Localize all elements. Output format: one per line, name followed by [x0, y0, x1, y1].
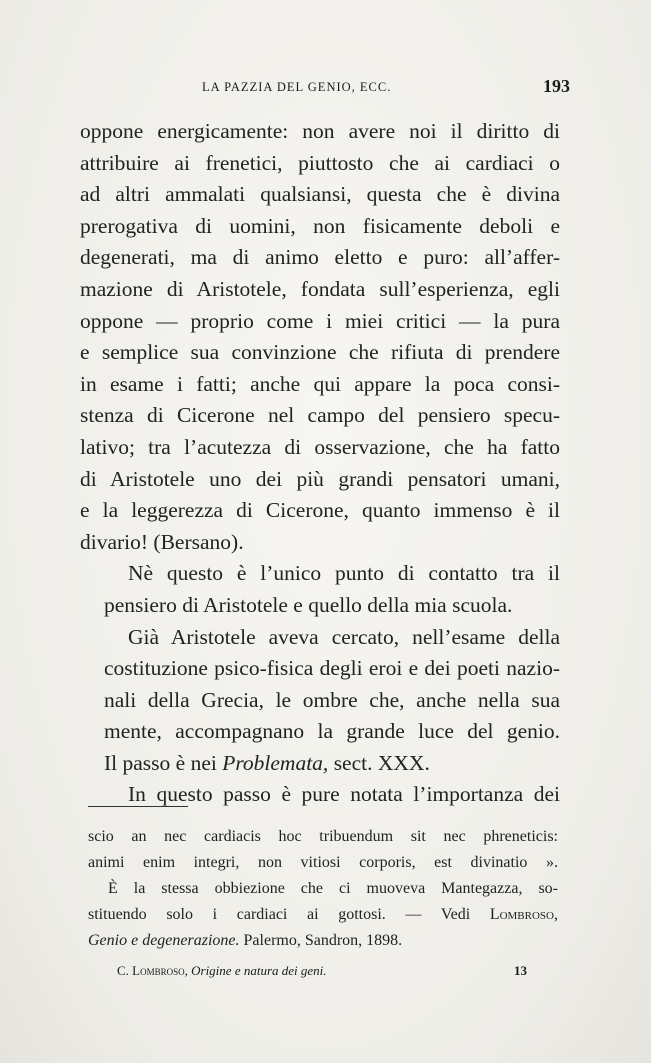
text-line: Già Aristotele aveva cercato, nell’esame della [128, 624, 560, 649]
footnote-line: animi enim integri, non vitiosi corporis, est divinatio ». [88, 854, 558, 871]
footnote-line [88, 928, 558, 954]
work-title: Genio e degenerazione. [88, 932, 240, 949]
footnote-rule [88, 806, 188, 807]
text-line: divario! (Bersano). [80, 529, 244, 554]
main-text [80, 116, 560, 811]
footer-author: C. Lombroso, [117, 963, 188, 978]
text-line: nali della Grecia, le ombre che, anche nella sua [104, 687, 560, 712]
text-line: degenerati, ma di animo eletto e puro: all’affer- [80, 245, 560, 270]
text-line: prerogativa di uomini, non fisicamente deboli e [80, 213, 560, 238]
text-fragment: Palermo, Sandron, 1898. [239, 932, 403, 949]
footnote-line: È la stessa obbiezione che ci muoveva Mantegazza, so- [108, 880, 558, 897]
text-line: In questo passo è pure notata l’importanza dei [128, 782, 560, 807]
text-line: e semplice sua convinzione che rifiuta di prendere [80, 340, 560, 365]
text-line [80, 748, 560, 780]
paragraph-3 [80, 622, 560, 780]
text-fragment: stituendo solo i cardiaci ai gottosi. — Vedi [88, 906, 490, 923]
page-header [80, 76, 570, 100]
text-line: oppone energicamente: non avere noi il diritto di [80, 119, 560, 143]
text-line: stenza di Cicerone nel campo del pensiero specu- [80, 403, 560, 428]
text-line: pensiero di Aristotele e quello della mia scuola. [104, 592, 513, 617]
text-fragment: , [554, 906, 558, 923]
author-name: Lombroso [489, 906, 554, 923]
text-line: e la leggerezza di Cicerone, quanto immenso è il [80, 498, 560, 523]
footnote-line: scio an nec cardiacis hoc tribuendum sit nec phreneticis: [88, 828, 558, 845]
footnote-line [88, 902, 558, 928]
text-line: ad altri ammalati qualsiansi, questa che è divina [80, 182, 560, 207]
paragraph-1 [80, 116, 560, 558]
page-number: 193 [543, 76, 570, 96]
text-line: costituzione psico-fisica degli eroi e dei poeti nazio- [104, 656, 560, 681]
text-fragment: Il passo è nei [104, 750, 223, 775]
running-head: LA PAZZIA DEL GENIO, ECC. [202, 80, 392, 94]
text-line: mazione di Aristotele, fondata sull’esperienza, egli [80, 276, 560, 301]
text-line: Nè questo è l’unico punto di contatto tra il [128, 561, 560, 586]
text-line: in esame i fatti; anche qui appare la poca consi- [80, 371, 560, 396]
work-title: Problemata, [222, 750, 329, 775]
text-line: mente, accompagnano la grande luce del genio. [104, 719, 560, 744]
text-line: lativo; tra l’acutezza di osservazione, che ha fatto [80, 434, 560, 459]
footnote [88, 824, 558, 954]
footer-title: Origine e natura dei geni. [191, 963, 327, 978]
signature-mark: 13 [514, 963, 527, 978]
text-line: attribuire ai frenetici, piuttosto che ai cardiaci o [80, 150, 560, 175]
paragraph-2 [80, 558, 560, 621]
text-line: oppone — proprio come i miei critici — la pura [80, 308, 560, 333]
signature-line [117, 963, 527, 979]
text-fragment: sect. XXX. [328, 750, 430, 775]
text-line: di Aristotele uno dei più grandi pensatori umani, [80, 466, 560, 491]
